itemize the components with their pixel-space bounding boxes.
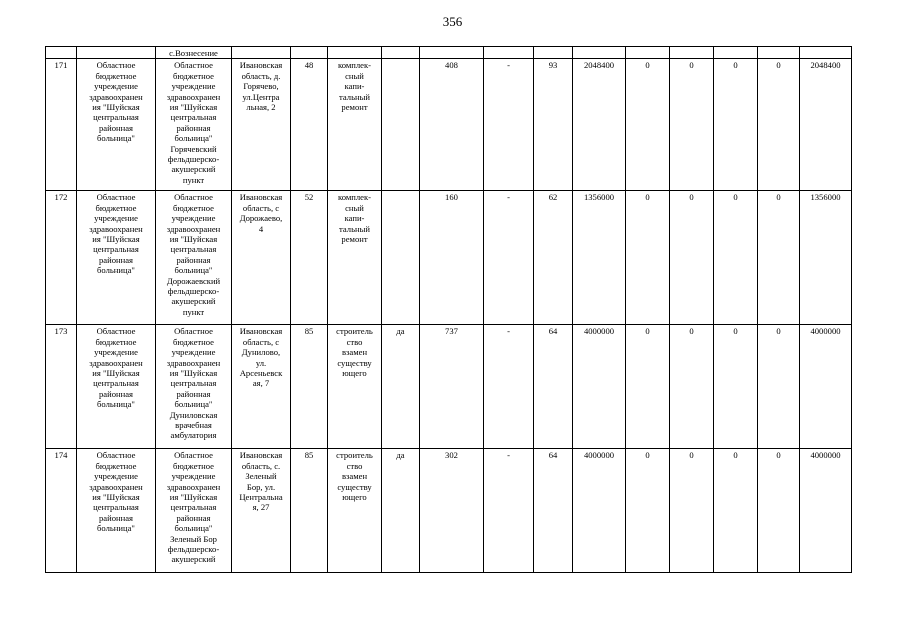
- value-cell: 4000000: [800, 325, 852, 449]
- value-cell: -: [484, 325, 534, 449]
- owner-cell: Областное бюджетное учреждение здравоохранен ия "Шуйская центральная районная больница": [77, 59, 156, 191]
- value-cell: 85: [291, 449, 328, 573]
- value-cell: 0: [626, 449, 670, 573]
- value-cell: 1356000: [800, 191, 852, 325]
- flag-cell: да: [382, 325, 420, 449]
- value-cell: 2048400: [573, 59, 626, 191]
- value-cell: 85: [291, 325, 328, 449]
- continuation-row: [46, 47, 852, 59]
- value-cell: 0: [714, 325, 758, 449]
- value-cell: 302: [420, 449, 484, 573]
- value-cell: 408: [420, 59, 484, 191]
- table-row: [46, 449, 852, 573]
- value-cell: 0: [758, 191, 800, 325]
- object-cell: Областное бюджетное учреждение здравоохранен ия "Шуйская центральная районная больница" Зеленый Бор фельдшерско- акушерский: [156, 449, 232, 573]
- value-cell: 0: [670, 59, 714, 191]
- table-row: [46, 191, 852, 325]
- value-cell: 0: [670, 191, 714, 325]
- address-cell: Ивановская область, с Дорожаево, 4: [232, 191, 291, 325]
- value-cell: 0: [714, 59, 758, 191]
- work-type-cell: комплек- сный капи- тальный ремонт: [328, 59, 382, 191]
- value-cell: 0: [714, 449, 758, 573]
- value-cell: 48: [291, 59, 328, 191]
- work-type-cell: строитель ство взамен существу ющего: [328, 325, 382, 449]
- value-cell: 0: [670, 449, 714, 573]
- value-cell: 4000000: [800, 449, 852, 573]
- table-row: [46, 59, 852, 191]
- value-cell: 0: [714, 191, 758, 325]
- value-cell: 0: [758, 325, 800, 449]
- value-cell: 2048400: [800, 59, 852, 191]
- page-number: 356: [442, 14, 463, 29]
- value-cell: 52: [291, 191, 328, 325]
- flag-cell: [382, 59, 420, 191]
- value-cell: -: [484, 59, 534, 191]
- data-table: [45, 46, 852, 573]
- value-cell: 62: [534, 191, 573, 325]
- value-cell: 64: [534, 449, 573, 573]
- row-number: 172: [46, 191, 77, 325]
- value-cell: 0: [626, 191, 670, 325]
- value-cell: 160: [420, 191, 484, 325]
- value-cell: 64: [534, 325, 573, 449]
- value-cell: -: [484, 191, 534, 325]
- object-cell: Областное бюджетное учреждение здравоохранен ия "Шуйская центральная районная больница" Дорожаевский фельдшерско- акушерский пункт: [156, 191, 232, 325]
- row-number: 171: [46, 59, 77, 191]
- address-cell: Ивановская область, д. Горячево, ул.Центра льная, 2: [232, 59, 291, 191]
- value-cell: 93: [534, 59, 573, 191]
- object-cell: Областное бюджетное учреждение здравоохранен ия "Шуйская центральная районная больница" Горячевский фельдшерско- акушерский пункт: [156, 59, 232, 191]
- owner-cell: Областное бюджетное учреждение здравоохранен ия "Шуйская центральная районная больница": [77, 191, 156, 325]
- owner-cell: Областное бюджетное учреждение здравоохранен ия "Шуйская центральная районная больница": [77, 325, 156, 449]
- address-cell: Ивановская область, с. Зеленый Бор, ул. Центральна я, 27: [232, 449, 291, 573]
- value-cell: 0: [758, 449, 800, 573]
- value-cell: 4000000: [573, 449, 626, 573]
- row-number: 174: [46, 449, 77, 573]
- value-cell: 4000000: [573, 325, 626, 449]
- value-cell: 737: [420, 325, 484, 449]
- table-row: [46, 325, 852, 449]
- flag-cell: [382, 191, 420, 325]
- value-cell: 0: [670, 325, 714, 449]
- value-cell: -: [484, 449, 534, 573]
- object-cell: Областное бюджетное учреждение здравоохранен ия "Шуйская центральная районная больница" Дуниловская врачебная амбулатория: [156, 325, 232, 449]
- value-cell: 0: [758, 59, 800, 191]
- value-cell: 0: [626, 325, 670, 449]
- owner-cell: Областное бюджетное учреждение здравоохранен ия "Шуйская центральная районная больница": [77, 449, 156, 573]
- flag-cell: да: [382, 449, 420, 573]
- row-number: 173: [46, 325, 77, 449]
- value-cell: 1356000: [573, 191, 626, 325]
- continuation-object: с.Вознесение: [156, 47, 232, 59]
- work-type-cell: строитель ство взамен существу ющего: [328, 449, 382, 573]
- address-cell: Ивановская область, с Дунилово, ул. Арсеньевск ая, 7: [232, 325, 291, 449]
- work-type-cell: комплек- сный капи- тальный ремонт: [328, 191, 382, 325]
- value-cell: 0: [626, 59, 670, 191]
